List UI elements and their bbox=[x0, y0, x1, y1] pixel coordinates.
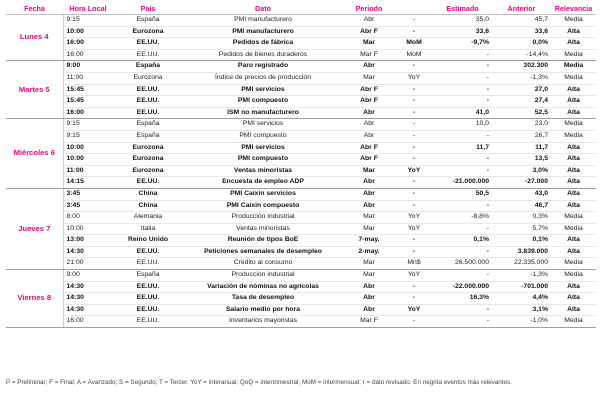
cell-period: Abr F bbox=[343, 84, 395, 96]
cell-dato: Reunión de tipos BoE bbox=[183, 235, 343, 247]
cell-anterior: 52,5 bbox=[492, 107, 551, 119]
cell-time: 9:15 bbox=[63, 130, 113, 142]
cell-estimado: 16,3% bbox=[433, 293, 492, 305]
cell-estimado: 41,0 bbox=[433, 107, 492, 119]
header-periodo: Periodo bbox=[343, 2, 395, 15]
cell-dato: Índice de precios de producción bbox=[183, 72, 343, 84]
table-row bbox=[6, 223, 596, 235]
cell-time: 21:00 bbox=[63, 258, 113, 270]
table-row bbox=[6, 84, 596, 96]
cell-anterior: 4,4% bbox=[492, 293, 551, 305]
cell-dato: Paro registrado bbox=[183, 61, 343, 73]
table-row bbox=[6, 49, 596, 61]
cell-country: China bbox=[113, 188, 183, 200]
cell-modifier: YoY bbox=[395, 270, 433, 282]
cell-anterior: 3.839.000 bbox=[492, 246, 551, 258]
cell-anterior: 5,7% bbox=[492, 223, 551, 235]
cell-anterior: 11,7 bbox=[492, 142, 551, 154]
cell-relevancia: Media bbox=[551, 212, 596, 224]
cell-period: Abr bbox=[343, 119, 395, 131]
table-row bbox=[6, 119, 596, 131]
cell-dato: PMI compuesto bbox=[183, 96, 343, 108]
cell-dato: Salario medio por hora bbox=[183, 304, 343, 316]
cell-time: 10:00 bbox=[63, 223, 113, 235]
cell-anterior: 33,6 bbox=[492, 26, 551, 38]
cell-period: Abr bbox=[343, 177, 395, 189]
header-pais: País bbox=[113, 2, 183, 15]
cell-relevancia: Media bbox=[551, 258, 596, 270]
cell-dato: Producción industrial bbox=[183, 270, 343, 282]
cell-time: 13:00 bbox=[63, 235, 113, 247]
cell-modifier: - bbox=[395, 316, 433, 328]
cell-country: España bbox=[113, 15, 183, 27]
calendar-table bbox=[6, 2, 596, 328]
cell-modifier: - bbox=[395, 96, 433, 108]
table-row bbox=[6, 235, 596, 247]
cell-country: Eurozona bbox=[113, 154, 183, 166]
cell-country: Eurozona bbox=[113, 72, 183, 84]
cell-country: EE.UU. bbox=[113, 281, 183, 293]
cell-country: China bbox=[113, 200, 183, 212]
table-row bbox=[6, 142, 596, 154]
table-row bbox=[6, 26, 596, 38]
cell-period: Abr bbox=[343, 61, 395, 73]
cell-dato: PMI servicios bbox=[183, 84, 343, 96]
cell-anterior: -701.000 bbox=[492, 281, 551, 293]
table-row bbox=[6, 107, 596, 119]
calendar-body bbox=[6, 15, 596, 328]
cell-modifier: Mn$ bbox=[395, 258, 433, 270]
cell-estimado: 11,7 bbox=[433, 142, 492, 154]
cell-period: Abr bbox=[343, 15, 395, 27]
cell-anterior: -1,3% bbox=[492, 270, 551, 282]
table-row bbox=[6, 258, 596, 270]
cell-modifier: - bbox=[395, 107, 433, 119]
cell-modifier: YoY bbox=[395, 165, 433, 177]
cell-period: Mar bbox=[343, 270, 395, 282]
cell-relevancia: Alta bbox=[551, 246, 596, 258]
cell-dato: Tasa de desempleo bbox=[183, 293, 343, 305]
cell-dato: Inventarios mayoristas bbox=[183, 316, 343, 328]
cell-country: EE.UU. bbox=[113, 293, 183, 305]
cell-relevancia: Media bbox=[551, 15, 596, 27]
table-row bbox=[6, 15, 596, 27]
cell-estimado: 0,1% bbox=[433, 235, 492, 247]
cell-relevancia: Alta bbox=[551, 96, 596, 108]
cell-estimado: 10,0 bbox=[433, 119, 492, 131]
cell-relevancia: Alta bbox=[551, 26, 596, 38]
cell-period: Abr bbox=[343, 281, 395, 293]
cell-modifier: YoY bbox=[395, 304, 433, 316]
cell-dato: PMI compuesto bbox=[183, 154, 343, 166]
cell-anterior: 302.300 bbox=[492, 61, 551, 73]
cell-anterior: -27.000 bbox=[492, 177, 551, 189]
cell-dato: Ventas minoristas bbox=[183, 223, 343, 235]
cell-estimado: 35,0 bbox=[433, 15, 492, 27]
table-row bbox=[6, 130, 596, 142]
cell-anterior: 0,0% bbox=[492, 38, 551, 50]
cell-relevancia: Alta bbox=[551, 281, 596, 293]
cell-dato: PMI servicios bbox=[183, 142, 343, 154]
cell-estimado: - bbox=[433, 96, 492, 108]
cell-time: 10:00 bbox=[63, 142, 113, 154]
cell-estimado: - bbox=[433, 200, 492, 212]
cell-relevancia: Media bbox=[551, 130, 596, 142]
cell-estimado: - bbox=[433, 270, 492, 282]
table-row bbox=[6, 188, 596, 200]
cell-time: 10:00 bbox=[63, 26, 113, 38]
cell-anterior: 22.335.000 bbox=[492, 258, 551, 270]
cell-estimado: - bbox=[433, 304, 492, 316]
cell-anterior: 0,1% bbox=[492, 235, 551, 247]
cell-dato: Variación de nóminas no agrícolas bbox=[183, 281, 343, 293]
table-row bbox=[6, 38, 596, 50]
cell-time: 3:45 bbox=[63, 188, 113, 200]
cell-anterior: -1,0% bbox=[492, 316, 551, 328]
cell-time: 16:00 bbox=[63, 38, 113, 50]
cell-period: 7-may. bbox=[343, 235, 395, 247]
cell-modifier: YoY bbox=[395, 72, 433, 84]
cell-relevancia: Alta bbox=[551, 38, 596, 50]
header-row bbox=[6, 2, 596, 15]
cell-time: 14:15 bbox=[63, 177, 113, 189]
cell-time: 14:30 bbox=[63, 246, 113, 258]
cell-dato: Peticiones semanales de desempleo bbox=[183, 246, 343, 258]
cell-relevancia: Alta bbox=[551, 235, 596, 247]
table-row bbox=[6, 61, 596, 73]
table-row bbox=[6, 96, 596, 108]
table-row bbox=[6, 165, 596, 177]
cell-time: 14:30 bbox=[63, 281, 113, 293]
cell-anterior: 3,1% bbox=[492, 304, 551, 316]
table-row bbox=[6, 154, 596, 166]
footnote: P = Preliminar; F = Final; A = Avanzado; S = Segundo; T = Tercer. YoY = interanual; QoQ = intertrimestral; MoM = intermensual; r = dato revisado. En negrita eventos más relevantes. bbox=[6, 379, 512, 386]
cell-time: 8:00 bbox=[63, 212, 113, 224]
cell-modifier: MoM bbox=[395, 38, 433, 50]
cell-period: Abr F bbox=[343, 142, 395, 154]
cell-estimado: -21.000.000 bbox=[433, 177, 492, 189]
cell-dato: PMI manufacturero bbox=[183, 15, 343, 27]
table-row bbox=[6, 270, 596, 282]
cell-anterior: -1,3% bbox=[492, 72, 551, 84]
cell-country: Italia bbox=[113, 223, 183, 235]
cell-estimado: - bbox=[433, 49, 492, 61]
cell-relevancia: Alta bbox=[551, 84, 596, 96]
cell-anterior: -14,4% bbox=[492, 49, 551, 61]
cell-period: Abr F bbox=[343, 26, 395, 38]
cell-modifier: - bbox=[395, 200, 433, 212]
cell-modifier: - bbox=[395, 235, 433, 247]
cell-country: EE.UU. bbox=[113, 316, 183, 328]
cell-time: 9:15 bbox=[63, 119, 113, 131]
cell-estimado: - bbox=[433, 316, 492, 328]
cell-estimado: - bbox=[433, 165, 492, 177]
cell-dato: Pedidos de bienes duraderos bbox=[183, 49, 343, 61]
cell-modifier: - bbox=[395, 26, 433, 38]
table-row bbox=[6, 246, 596, 258]
cell-country: EE.UU. bbox=[113, 107, 183, 119]
cell-time: 15:45 bbox=[63, 84, 113, 96]
cell-estimado: - bbox=[433, 154, 492, 166]
cell-dato: PMI compuesto bbox=[183, 130, 343, 142]
cell-country: EE.UU. bbox=[113, 258, 183, 270]
cell-period: Mar bbox=[343, 223, 395, 235]
day-label: Jueves 7 bbox=[6, 188, 63, 269]
day-label: Lunes 4 bbox=[6, 15, 63, 61]
cell-period: Abr bbox=[343, 293, 395, 305]
cell-country: EE.UU. bbox=[113, 304, 183, 316]
cell-estimado: -8,8% bbox=[433, 212, 492, 224]
cell-anterior: 3,0% bbox=[492, 165, 551, 177]
cell-period: 2-may. bbox=[343, 246, 395, 258]
cell-period: Abr bbox=[343, 107, 395, 119]
table-row bbox=[6, 293, 596, 305]
day-label: Viernes 8 bbox=[6, 270, 63, 328]
cell-estimado: 33,6 bbox=[433, 26, 492, 38]
cell-modifier: - bbox=[395, 84, 433, 96]
table-row bbox=[6, 281, 596, 293]
cell-anterior: 0,3% bbox=[492, 212, 551, 224]
cell-dato: PMI Caixin servicios bbox=[183, 188, 343, 200]
cell-relevancia: Alta bbox=[551, 142, 596, 154]
cell-period: Mar F bbox=[343, 49, 395, 61]
cell-anterior: 27,4 bbox=[492, 96, 551, 108]
cell-country: España bbox=[113, 130, 183, 142]
table-row bbox=[6, 316, 596, 328]
cell-anterior: 45,7 bbox=[492, 15, 551, 27]
cell-relevancia: Alta bbox=[551, 304, 596, 316]
header-hora-local: Hora Local bbox=[63, 2, 113, 15]
cell-period: Mar bbox=[343, 38, 395, 50]
cell-modifier: - bbox=[395, 188, 433, 200]
header-blank bbox=[395, 2, 433, 15]
cell-country: Alemania bbox=[113, 212, 183, 224]
cell-estimado: -22.000.000 bbox=[433, 281, 492, 293]
table-row bbox=[6, 200, 596, 212]
cell-time: 10:00 bbox=[63, 154, 113, 166]
cell-country: EE.UU. bbox=[113, 38, 183, 50]
cell-period: Abr bbox=[343, 188, 395, 200]
cell-modifier: - bbox=[395, 154, 433, 166]
cell-estimado: 26.500.000 bbox=[433, 258, 492, 270]
cell-modifier: - bbox=[395, 177, 433, 189]
cell-time: 9:00 bbox=[63, 61, 113, 73]
cell-period: Mar bbox=[343, 212, 395, 224]
cell-relevancia: Alta bbox=[551, 188, 596, 200]
cell-modifier: - bbox=[395, 130, 433, 142]
cell-country: EE.UU. bbox=[113, 177, 183, 189]
cell-period: Mar bbox=[343, 72, 395, 84]
cell-time: 14:30 bbox=[63, 293, 113, 305]
cell-modifier: - bbox=[395, 15, 433, 27]
cell-dato: ISM no manufacturero bbox=[183, 107, 343, 119]
table-row bbox=[6, 72, 596, 84]
cell-relevancia: Media bbox=[551, 223, 596, 235]
cell-relevancia: Media bbox=[551, 61, 596, 73]
cell-time: 16:00 bbox=[63, 107, 113, 119]
cell-relevancia: Alta bbox=[551, 177, 596, 189]
cell-dato: Encuesta de empleo ADP bbox=[183, 177, 343, 189]
header-relevancia: Relevancia bbox=[551, 2, 596, 15]
cell-estimado: - bbox=[433, 61, 492, 73]
day-label: Miércoles 6 bbox=[6, 119, 63, 189]
cell-time: 11:00 bbox=[63, 165, 113, 177]
cell-time: 9:15 bbox=[63, 15, 113, 27]
cell-dato: Crédito al consumo bbox=[183, 258, 343, 270]
cell-relevancia: Media bbox=[551, 316, 596, 328]
cell-dato: PMI manufacturero bbox=[183, 26, 343, 38]
cell-anterior: 26,7 bbox=[492, 130, 551, 142]
cell-time: 15:45 bbox=[63, 96, 113, 108]
cell-modifier: MoM bbox=[395, 49, 433, 61]
cell-country: España bbox=[113, 119, 183, 131]
day-label: Martes 5 bbox=[6, 61, 63, 119]
cell-modifier: - bbox=[395, 61, 433, 73]
cell-country: EE.UU. bbox=[113, 96, 183, 108]
cell-anterior: 23,0 bbox=[492, 119, 551, 131]
cell-estimado: - bbox=[433, 130, 492, 142]
cell-country: España bbox=[113, 270, 183, 282]
cell-relevancia: Alta bbox=[551, 293, 596, 305]
cell-modifier: YoY bbox=[395, 223, 433, 235]
cell-country: Eurozona bbox=[113, 165, 183, 177]
cell-estimado: - bbox=[433, 246, 492, 258]
cell-estimado: - bbox=[433, 72, 492, 84]
cell-country: España bbox=[113, 61, 183, 73]
cell-dato: Producción industrial bbox=[183, 212, 343, 224]
cell-modifier: - bbox=[395, 142, 433, 154]
cell-relevancia: Alta bbox=[551, 165, 596, 177]
cell-time: 9:00 bbox=[63, 270, 113, 282]
table-row bbox=[6, 212, 596, 224]
cell-country: EE.UU. bbox=[113, 246, 183, 258]
cell-time: 16:00 bbox=[63, 49, 113, 61]
cell-country: Eurozona bbox=[113, 26, 183, 38]
cell-period: Abr bbox=[343, 130, 395, 142]
table-row bbox=[6, 177, 596, 189]
cell-period: Abr F bbox=[343, 154, 395, 166]
cell-modifier: YoY bbox=[395, 212, 433, 224]
cell-dato: Ventas minoristas bbox=[183, 165, 343, 177]
cell-relevancia: Alta bbox=[551, 200, 596, 212]
cell-relevancia: Media bbox=[551, 270, 596, 282]
cell-anterior: 27,0 bbox=[492, 84, 551, 96]
cell-period: Mar bbox=[343, 258, 395, 270]
cell-relevancia: Media bbox=[551, 119, 596, 131]
cell-country: Eurozona bbox=[113, 142, 183, 154]
cell-time: 16:00 bbox=[63, 316, 113, 328]
cell-period: Mar bbox=[343, 165, 395, 177]
cell-estimado: - bbox=[433, 223, 492, 235]
cell-period: Abr bbox=[343, 200, 395, 212]
cell-anterior: 46,7 bbox=[492, 200, 551, 212]
cell-period: Abr F bbox=[343, 96, 395, 108]
cell-modifier: - bbox=[395, 246, 433, 258]
cell-estimado: -9,7% bbox=[433, 38, 492, 50]
header-anterior: Anterior bbox=[492, 2, 551, 15]
cell-anterior: 43,0 bbox=[492, 188, 551, 200]
header-fecha: Fecha bbox=[6, 2, 63, 15]
cell-time: 11:00 bbox=[63, 72, 113, 84]
header-estimado: Estimado bbox=[433, 2, 492, 15]
header-dato: Dato bbox=[183, 2, 343, 15]
cell-dato: PMI Caixin compuesto bbox=[183, 200, 343, 212]
cell-relevancia: Alta bbox=[551, 107, 596, 119]
cell-period: Abr bbox=[343, 304, 395, 316]
cell-time: 3:45 bbox=[63, 200, 113, 212]
cell-country: EE.UU. bbox=[113, 49, 183, 61]
cell-relevancia: Media bbox=[551, 72, 596, 84]
cell-modifier: - bbox=[395, 119, 433, 131]
cell-anterior: 13,5 bbox=[492, 154, 551, 166]
cell-relevancia: Alta bbox=[551, 154, 596, 166]
cell-time: 14:30 bbox=[63, 304, 113, 316]
cell-country: EE.UU. bbox=[113, 84, 183, 96]
cell-dato: PMI servicios bbox=[183, 119, 343, 131]
cell-country: Reino Unido bbox=[113, 235, 183, 247]
cell-modifier: - bbox=[395, 293, 433, 305]
cell-estimado: 50,5 bbox=[433, 188, 492, 200]
cell-dato: Pedidos de fábrica bbox=[183, 38, 343, 50]
cell-period: Mar F bbox=[343, 316, 395, 328]
cell-relevancia: Media bbox=[551, 49, 596, 61]
cell-estimado: - bbox=[433, 84, 492, 96]
cell-modifier: - bbox=[395, 281, 433, 293]
table-row bbox=[6, 304, 596, 316]
